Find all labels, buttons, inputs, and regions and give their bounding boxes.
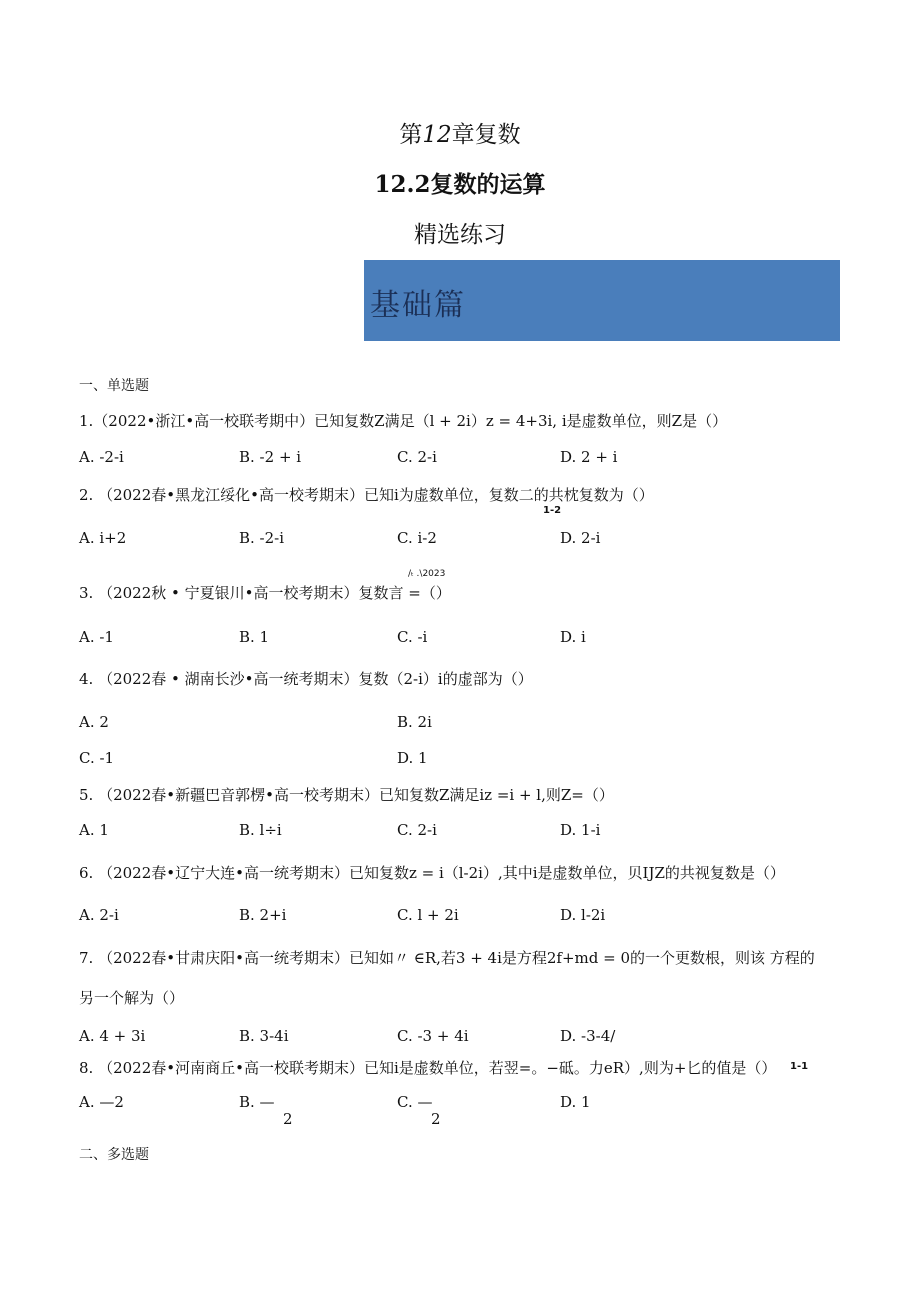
question-8-option-d: D. 1 [560,1093,591,1111]
chapter-title: 第12章复数 [399,122,521,148]
question-3-option-b: B. 1 [239,628,270,646]
question-7-option-a: A. 4 + 3i [79,1027,146,1045]
question-8-option-c-denominator: 2 [431,1110,441,1128]
question-2-stem: 2. （2022春•黑龙江绥化•高一校考期末）已知i为虚数单位，复数二的共枕复数为（） [79,486,654,504]
question-8-stem: 8. （2022春•河南商丘•高一校联考期末）已知i是虚数单位，若翌=。−砥。力eR）,则为+匕的值是（） [79,1059,777,1077]
banner-text: 基础篇 [370,288,466,323]
question-1-option-c: C. 2-i [397,448,437,466]
question-7-stem-continued: 另一个解为（） [79,989,185,1007]
question-2-option-b: B. -2-i [239,529,285,547]
question-4-option-a: A. 2 [79,713,109,731]
question-8-option-b: B. — [239,1093,275,1111]
question-3-option-a: A. -1 [79,628,114,646]
question-4-option-c: C. -1 [79,749,115,767]
question-6-option-d: D. l-2i [560,906,606,924]
question-8-option-a: A. —2 [79,1093,124,1111]
question-6-stem: 6. （2022春•辽宁大连•高一统考期末）已知复数z = i（l-2i）,其中i是虚数单位，贝IJZ的共视复数是（） [79,864,785,882]
question-4-option-d: D. 1 [397,749,428,767]
question-7-option-c: C. -3 + 4i [397,1027,469,1045]
question-1-option-a: A. -2-i [79,448,124,466]
question-3-option-c: C. -i [397,628,428,646]
question-3-note: /ₜ .\2023 [408,569,446,579]
question-5-option-c: C. 2-i [397,821,437,839]
question-2-option-c: C. i-2 [397,529,437,547]
question-4-stem: 4. （2022春 • 湖南长沙•高一统考期末）复数（2-i）i的虚部为（） [79,670,533,688]
question-5-option-d: D. 1-i [560,821,601,839]
section-heading-multi: 二、多选题 [79,1147,149,1163]
level-banner [364,260,840,341]
question-7-option-d: D. -3-4/ [560,1027,616,1045]
question-7-stem: 7. （2022春•甘肃庆阳•高一统考期末）已知如〃 ∈R,若3 + 4i是方程2f+md = 0的一个更数根，则该 方程的 [79,949,815,967]
question-5-stem: 5. （2022春•新疆巴音郭楞•高一校考期末）已知复数Z满足iz =i + l,则Z=（） [79,786,614,804]
question-1-option-b: B. -2 + i [239,448,302,466]
section-heading-single: 一、单选题 [79,378,149,394]
question-6-option-c: C. l + 2i [397,906,459,924]
question-3-stem: 3. （2022秋 • 宁夏银川•高一校考期末）复数言 =（） [79,584,451,602]
question-3-option-d: D. i [560,628,586,646]
question-2-note: 1-2 [543,505,562,516]
question-8-note: 1-1 [790,1061,809,1072]
question-5-option-a: A. 1 [79,821,109,839]
question-8-option-c: C. — [397,1093,433,1111]
question-4-option-b: B. 2i [397,713,432,731]
question-1-option-d: D. 2 + i [560,448,618,466]
question-8-option-b-denominator: 2 [283,1110,293,1128]
subtitle: 精选练习 [414,222,506,248]
question-1-stem: 1.（2022•浙江•高一校联考期中）已知复数Z满足（l + 2i）z = 4+3i, i是虚数单位，则Z是（） [79,412,728,430]
question-6-option-a: A. 2-i [79,906,119,924]
question-6-option-b: B. 2+i [239,906,287,924]
question-5-option-b: B. l÷i [239,821,282,839]
question-2-option-a: A. i+2 [79,529,127,547]
question-2-option-d: D. 2-i [560,529,601,547]
question-7-option-b: B. 3-4i [239,1027,289,1045]
section-title: 12.2复数的运算 [374,171,546,198]
